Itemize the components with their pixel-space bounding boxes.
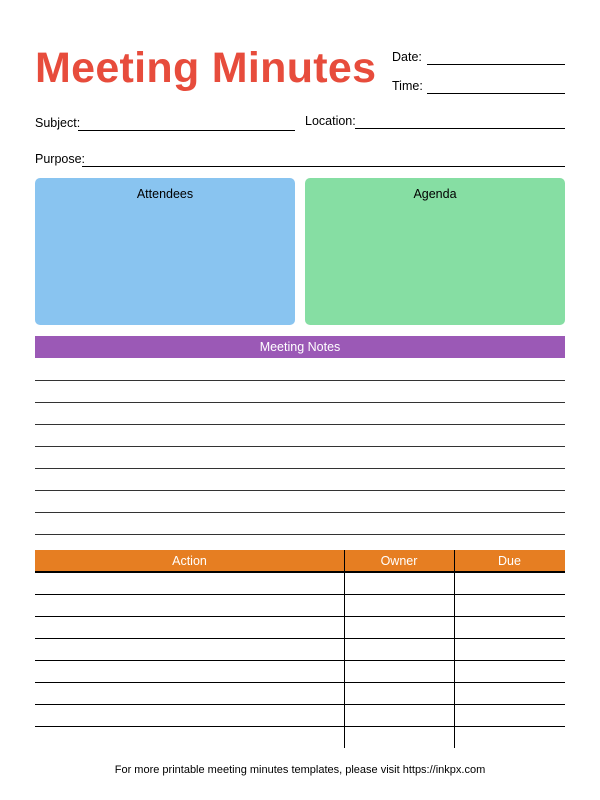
table-row[interactable] xyxy=(35,572,565,573)
table-row[interactable] xyxy=(35,726,565,727)
subject-field[interactable] xyxy=(35,115,295,131)
footer-text: For more printable meeting minutes templates, please visit https://inkpx.com xyxy=(114,764,486,776)
location-field[interactable] xyxy=(305,113,565,129)
date-label: Date: xyxy=(392,50,422,64)
time-label: Time: xyxy=(392,79,423,93)
owner-column-header: Owner xyxy=(380,554,418,568)
attendees-box[interactable] xyxy=(35,178,295,325)
table-row[interactable] xyxy=(35,594,565,595)
table-row[interactable] xyxy=(35,704,565,705)
notes-line[interactable] xyxy=(35,424,565,425)
notes-line[interactable] xyxy=(35,512,565,513)
action-column-header: Action xyxy=(172,554,207,568)
action-table-header xyxy=(35,550,565,572)
attendees-label: Attendees xyxy=(136,187,194,201)
purpose-field[interactable] xyxy=(35,151,565,167)
table-header-border xyxy=(35,571,565,572)
notes-line[interactable] xyxy=(35,380,565,381)
notes-line[interactable] xyxy=(35,446,565,447)
notes-line[interactable] xyxy=(35,402,565,403)
date-line xyxy=(427,64,565,65)
purpose-line xyxy=(82,166,565,167)
time-line xyxy=(427,93,565,94)
notes-line[interactable] xyxy=(35,534,565,535)
notes-line[interactable] xyxy=(35,490,565,491)
column-divider-due xyxy=(454,550,455,748)
column-divider-owner xyxy=(344,550,345,748)
table-row[interactable] xyxy=(35,616,565,617)
page-title: Meeting Minutes xyxy=(35,44,377,92)
table-row[interactable] xyxy=(35,660,565,661)
agenda-box[interactable] xyxy=(305,178,565,325)
subject-label: Subject: xyxy=(35,116,81,130)
agenda-label: Agenda xyxy=(413,187,457,201)
date-field[interactable] xyxy=(392,49,565,65)
due-column-header: Due xyxy=(498,554,521,568)
table-row[interactable] xyxy=(35,682,565,683)
location-line xyxy=(355,128,565,129)
location-label: Location: xyxy=(305,114,356,128)
subject-line xyxy=(78,130,295,131)
meeting-notes-header: Meeting Notes xyxy=(35,336,565,358)
notes-line[interactable] xyxy=(35,468,565,469)
time-field[interactable] xyxy=(392,78,565,94)
purpose-label: Purpose: xyxy=(35,152,86,166)
table-row[interactable] xyxy=(35,638,565,639)
